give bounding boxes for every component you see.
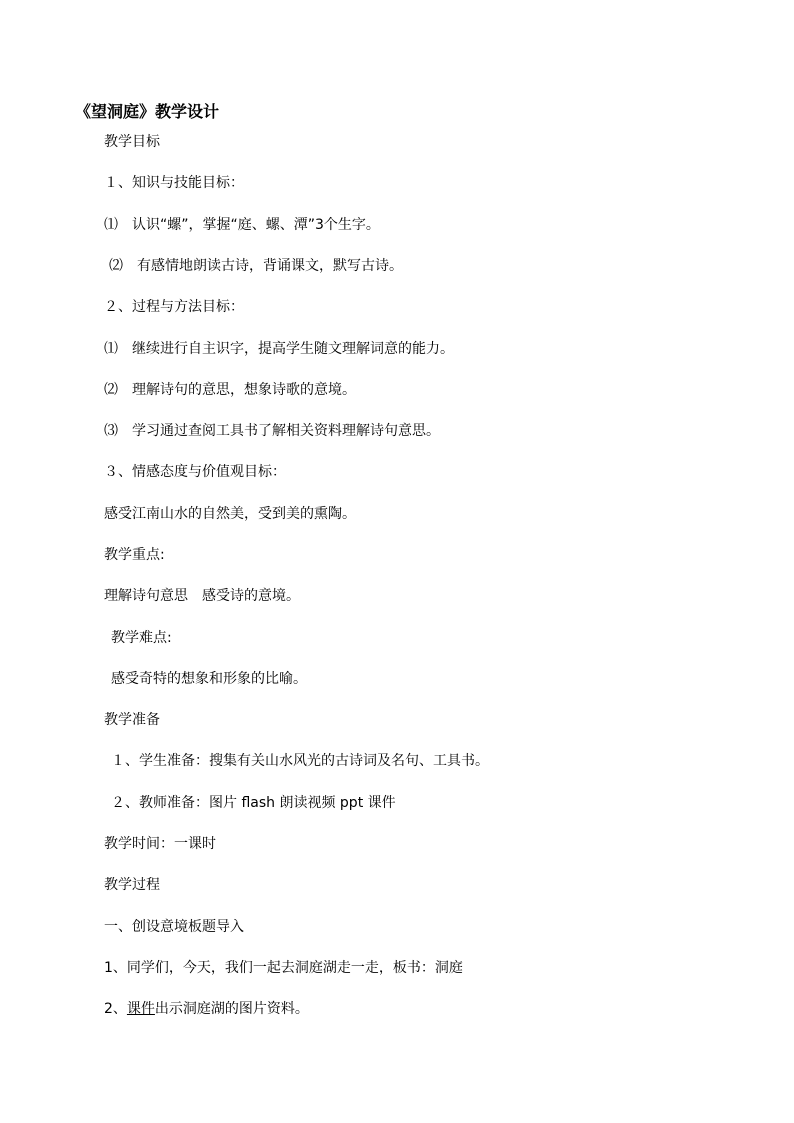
heading-key-points: 教学重点: [104,547,165,563]
document-title: 《望洞庭》教学设计 [75,102,220,121]
process-section-1-heading: 一、创设意境板题导入 [104,919,244,935]
goal-2-item-2: ⑵ 理解诗句的意思，想象诗歌的意境。 [104,382,356,398]
heading-preparation: 教学准备 [104,712,160,728]
goal-2-item-1: ⑴ 继续进行自主识字，提高学生随文理解词意的能力。 [104,341,454,357]
heading-difficulties: 教学难点: [111,630,172,646]
teaching-time: 教学时间：一课时 [104,836,216,852]
goal-3-content: 感受江南山水的自然美，受到美的熏陶。 [104,506,356,522]
heading-teaching-goals: 教学目标 [104,134,160,150]
goal-2-item-3: ⑶ 学习通过查阅工具书了解相关资料理解诗句意思。 [104,423,440,439]
goal-3-emotion-values: ３、情感态度与价值观目标： [104,464,286,480]
preparation-student: １、学生准备：搜集有关山水风光的古诗词及名句、工具书。 [111,753,489,769]
goal-1-item-2: ⑵ 有感情地朗读古诗，背诵课文，默写古诗。 [109,258,403,274]
goal-1-item-1: ⑴ 认识“螺”，掌握“庭、螺、潭”3个生字。 [104,217,380,233]
heading-teaching-process: 教学过程 [104,877,160,893]
goal-1-knowledge-skills: １、知识与技能目标： [104,175,244,191]
process-step-1: 1、同学们，今天，我们一起去洞庭湖走一走，板书：洞庭 [104,960,463,976]
goal-2-process-methods: ２、过程与方法目标： [104,299,244,315]
process-step-2 [104,999,309,1019]
process-step-2-prefix: 2、 [104,1001,127,1017]
difficulties-content: 感受奇特的想象和形象的比喻。 [111,671,307,687]
preparation-teacher: ２、教师准备：图片 flash 朗读视频 ppt 课件 [111,795,396,811]
process-step-2-underlined-word: 课件 [126,1001,155,1017]
process-step-2-suffix: 出示洞庭湖的图片资料。 [154,1001,309,1017]
key-points-content: 理解诗句意思 感受诗的意境。 [104,588,300,604]
